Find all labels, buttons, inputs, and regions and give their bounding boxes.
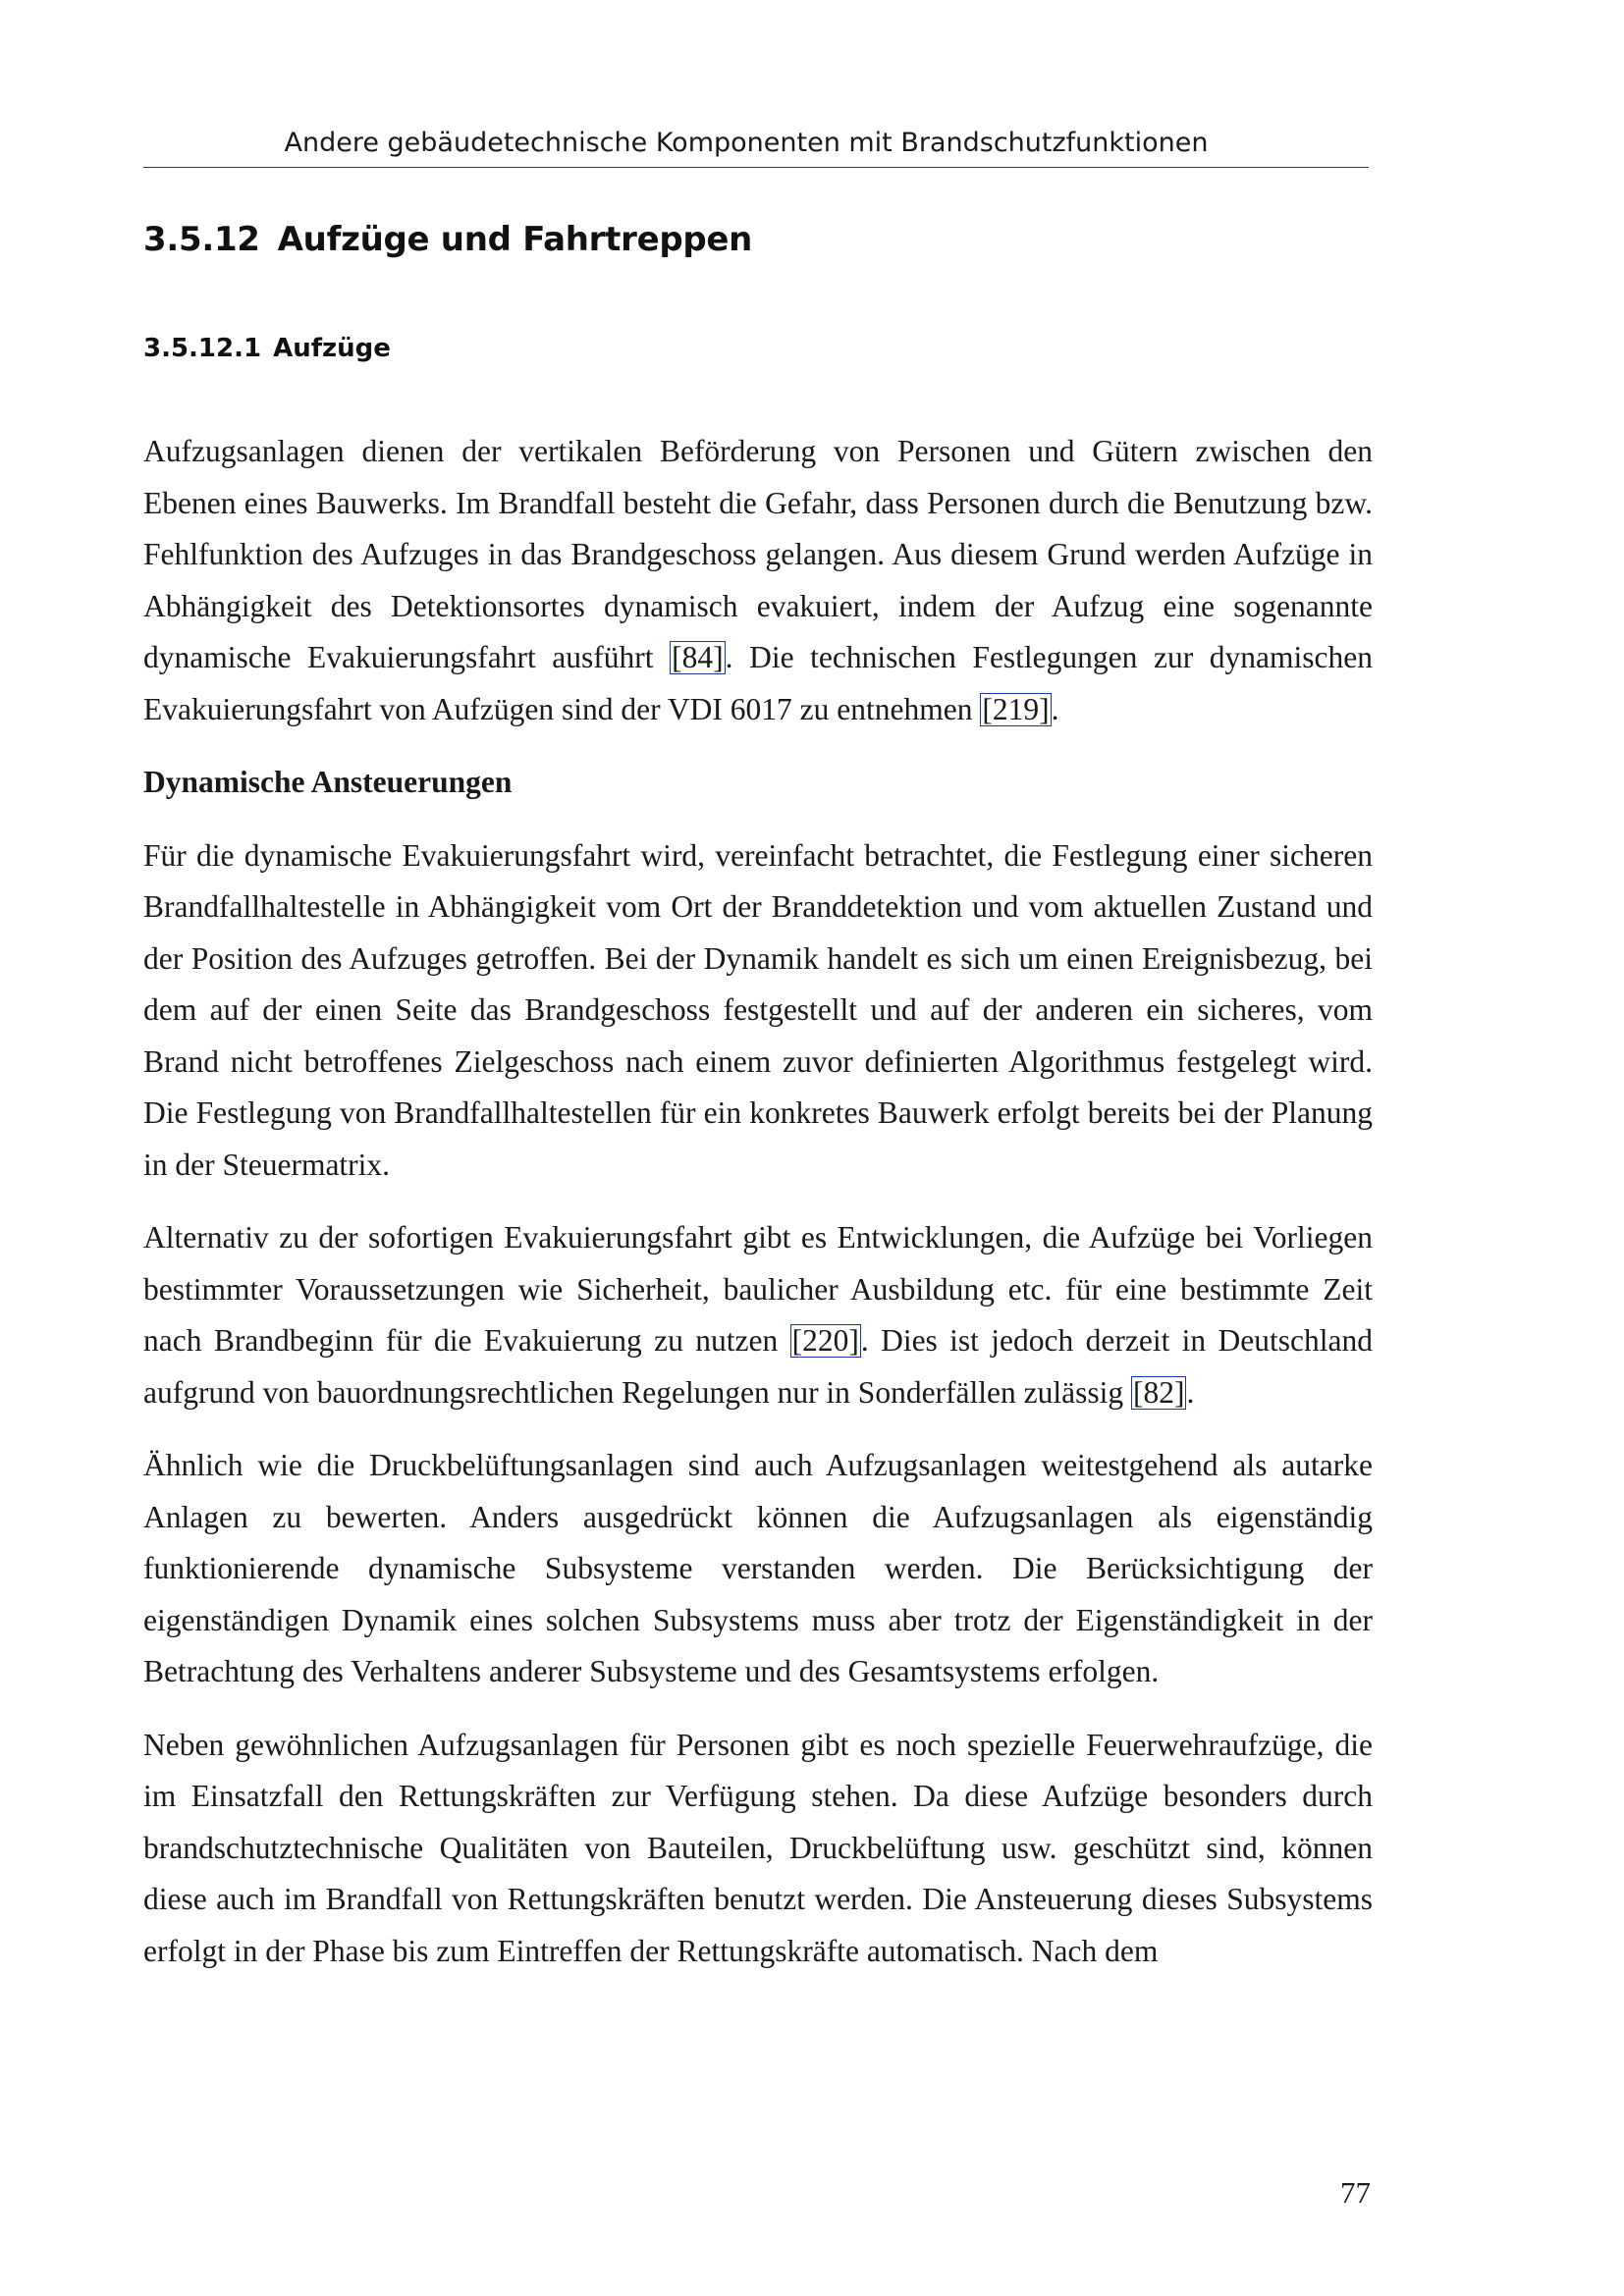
body-text (143, 426, 1373, 1999)
citation-link-220[interactable]: [220] (791, 1323, 859, 1358)
paragraph-2: Für die dynamische Evakuierungsfahrt wird, vereinfacht betrachtet, die Festlegung einer sicheren Brandfallhaltestelle in Abhängigkeit vom Ort der Branddetektion und vom aktuellen Zustand und der Position des Aufzuges getroffen. Bei der Dynamik handelt es sich um einen Ereignisbezug, bei dem auf der einen Seite das Brandgeschoss festgestellt und auf der anderen ein sicheres, vom Brand nicht betroffenes Zielgeschoss nach einem zuvor definierten Algorithmus festgelegt wird. Die Festlegung von Brandfallhaltestellen für ein konkretes Bauwerk erfolgt bereits bei der Planung in der Steuermatrix. (143, 837, 1373, 1182)
paragraph-heading-dynamic: Dynamische Ansteuerungen (143, 765, 513, 799)
paragraph-3-text-b: . Dies ist jedoch derzeit in Deutschland aufgrund von bauordnungsrechtlichen Regelungen nur in Sonderfällen zulässig (143, 1323, 1374, 1410)
paragraph-3-text-c: . (1186, 1374, 1195, 1410)
subsection-heading (143, 334, 391, 363)
section-heading (143, 220, 752, 259)
paragraph-1-text-c: . (1051, 691, 1059, 726)
paragraph-1 (143, 426, 1373, 735)
running-header-title: Andere gebäudetechnische Komponenten mit Brandschutzfunktionen (284, 128, 1209, 158)
running-header (143, 126, 1369, 168)
paragraph-3 (143, 1212, 1373, 1418)
section-number: 3.5.12 (143, 220, 260, 259)
paragraph-3-text-a: Alternativ zu der sofortigen Evakuierungsfahrt gibt es Entwicklungen, die Aufzüge bei Vorliegen bestimmter Voraussetzungen wie Sicherheit, baulicher Ausbildung etc. für eine bestimmte Zeit nach Brandbeginn für die Evakuierung zu nutzen (143, 1220, 1373, 1358)
citation-link-82[interactable]: [82] (1133, 1374, 1185, 1410)
subsection-number: 3.5.12.1 (143, 334, 262, 363)
paragraph-5: Neben gewöhnlichen Aufzugsanlagen für Personen gibt es noch spezielle Feuerwehraufzüge, die im Einsatzfall den Rettungskräften zur Verfügung stehen. Da diese Aufzüge besonders durch brandschutztechnische Qualitäten von Bauteilen, Druckbelüftung usw. geschützt sind, können diese auch im Brandfall von Rettungskräften benutzt werden. Die Ansteuerung dieses Subsystems erfolgt in der Phase bis zum Eintreffen der Rettungskräfte automatisch. Nach dem (143, 1727, 1373, 1968)
section-title: Aufzüge und Fahrtreppen (277, 220, 753, 259)
page-number: 77 (1340, 2175, 1371, 2210)
citation-link-84[interactable]: [84] (672, 640, 724, 674)
paragraph-1-text-b: . Die technischen Festlegungen zur dynamischen Evakuierungsfahrt von Aufzügen sind der VDI 6017 zu entnehmen (143, 640, 1374, 726)
paragraph-4: Ähnlich wie die Druckbelüftungsanlagen sind auch Aufzugsanlagen weitestgehend als autarke Anlagen zu bewerten. Anders ausgedrückt können die Aufzugsanlagen als eigenständig funktionierende dynamische Subsysteme verstanden werden. Die Berücksichtigung der eigenständigen Dynamik eines solchen Subsystems muss aber trotz der Eigenständigkeit in der Betrachtung des Verhaltens anderer Subsysteme und des Gesamtsystems erfolgen. (143, 1448, 1373, 1688)
citation-link-219[interactable]: [219] (982, 691, 1050, 726)
paragraph-1-text-a: Aufzugsanlagen dienen der vertikalen Beförderung von Personen und Gütern zwischen den Ebenen eines Bauwerks. Im Brandfall besteht die Gefahr, dass Personen durch die Benutzung bzw. Fehlfunktion des Aufzuges in das Brandgeschoss gelangen. Aus diesem Grund werden Aufzüge in Abhängigkeit des Detektionsortes dynamisch evakuiert, indem der Aufzug eine sogenannte dynamische Evakuierungsfahrt ausführt (143, 434, 1373, 674)
subsection-title: Aufzüge (273, 334, 391, 363)
